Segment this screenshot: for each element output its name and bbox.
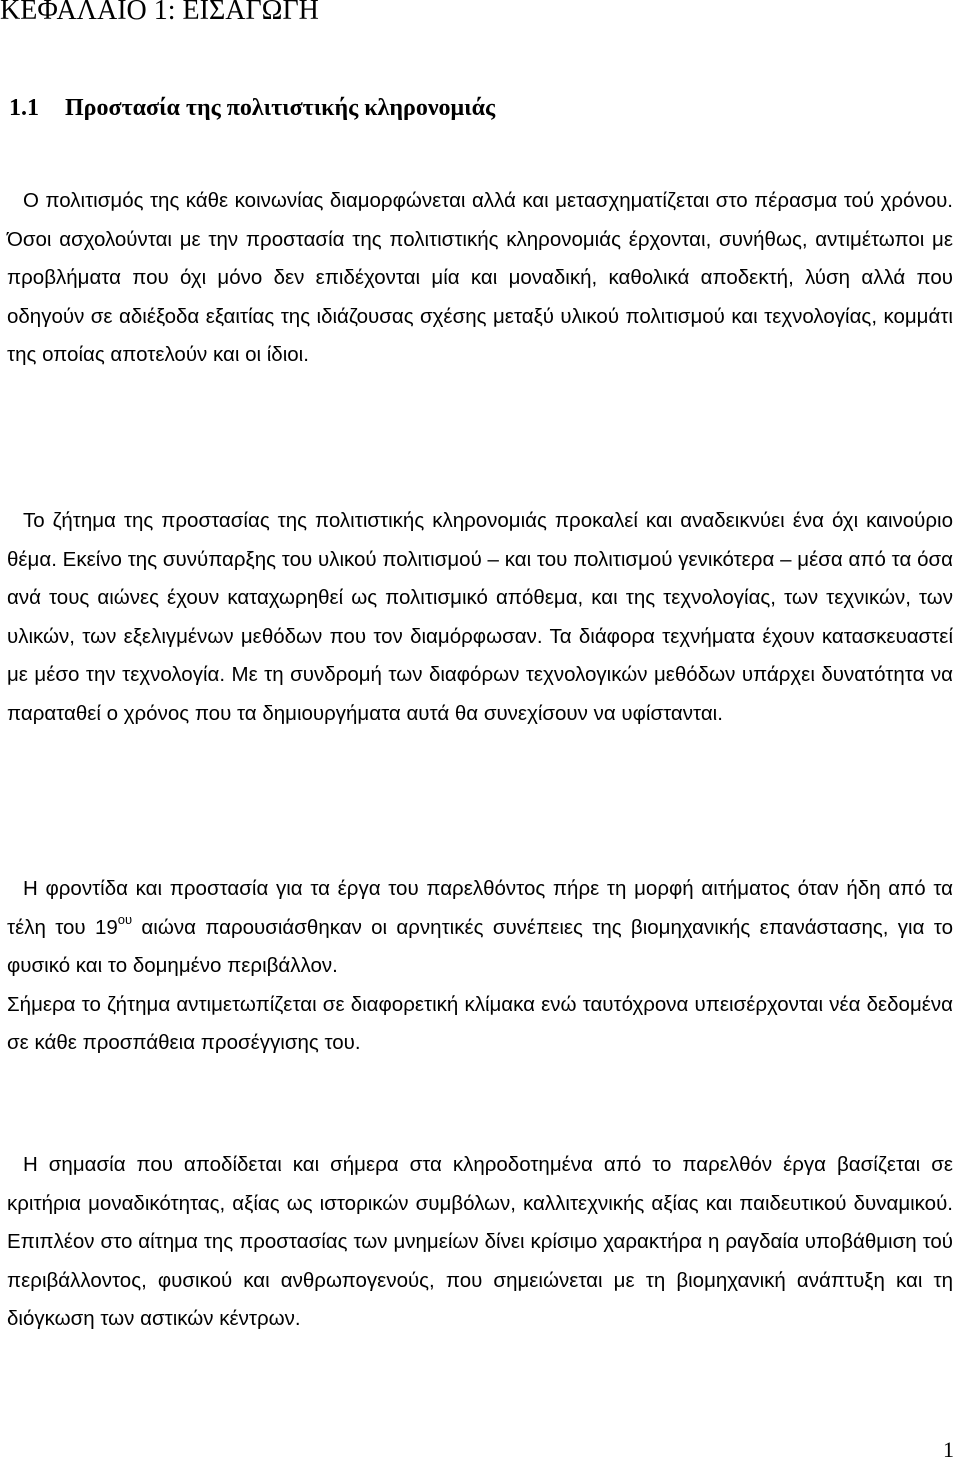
paragraph-3-text-after: αιώνα παρουσιάσθηκαν οι αρνητικές συνέπειες της βιομηχανικής επανάστασης, για το φυσικό και το δομημένο περιβάλλον. bbox=[7, 915, 953, 978]
section-number: 1.1 bbox=[9, 95, 39, 121]
paragraph-2 bbox=[7, 502, 953, 734]
paragraph-1-text: Ο πολιτισμός της κάθε κοινωνίας διαμορφώνεται αλλά και μετασχηματίζεται στο πέρασμα τού χρόνου. Όσοι ασχολούνται με την προστασία της πολιτιστικής κληρονομιάς έρχονται, συνήθως, αντιμέτωποι με προβλήματα που όχι μόνο δεν επιδέχονται μία και μοναδική, καθολικά αποδεκτή, λύση αλλά που οδηγούν σε αδιέξοδα εξαιτίας της ιδιάζουσας σχέσης μεταξύ υλικού πολιτισμού και τεχνολογίας, κομμάτι της οποίας αποτελούν και οι ίδιοι. bbox=[7, 189, 953, 367]
paragraph-2-text: Το ζήτημα της προστασίας της πολιτιστικής κληρονομιάς προκαλεί και αναδεικνύει ένα όχι καινούριο θέμα. Εκείνο της συνύπαρξης του υλικού πολιτισμού – και του πολιτισμού γενικότερα – μέσα από τα όσα ανά τους αιώνες έχουν καταχωρηθεί ως πολιτισμικό απόθεμα, και της τεχνολογίας, των τεχνικών, των υλικών, των εξελιγμένων μεθόδων που τον διαμόρφωσαν. Τα διάφορα τεχνήματα έχουν κατασκευαστεί με μέσο την τεχνολογία. Με τη συνδρομή των διαφόρων τεχνολογικών μεθόδων υπάρχει δυνατότητα να παραταθεί ο χρόνος που τα δημιουργήματα αυτά θα συνεχίσουν να υφίστανται. bbox=[7, 509, 953, 725]
section-heading bbox=[9, 92, 495, 124]
chapter-title: ΚΕΦΑΛΑΙΟ 1: ΕΙΣΑΓΩΓΗ bbox=[0, 0, 319, 26]
paragraph-1 bbox=[7, 182, 953, 375]
paragraph-4 bbox=[7, 1146, 953, 1339]
paragraph-3 bbox=[7, 870, 953, 1063]
paragraph-3-superscript: ου bbox=[117, 911, 133, 927]
page-number: 1 bbox=[943, 1437, 954, 1462]
paragraph-3-text-before: Η φροντίδα και προστασία για τα έργα του παρελθόντος πήρε τη μορφή αιτήματος όταν ήδη από τα τέλη του 19 bbox=[7, 877, 953, 939]
paragraph-3-text-continued: Σήμερα το ζήτημα αντιμετωπίζεται σε διαφορετική κλίμακα ενώ ταυτόχρονα υπεισέρχονται νέα δεδομένα σε κάθε προσπάθεια προσέγγισης του. bbox=[7, 992, 953, 1055]
section-title: Προστασία της πολιτιστικής κληρονομιάς bbox=[65, 95, 496, 121]
paragraph-4-text: Η σημασία που αποδίδεται και σήμερα στα κληροδοτημένα από το παρελθόν έργα βασίζεται σε κριτήρια μοναδικότητας, αξίας ως ιστορικών συμβόλων, καλλιτεχνικής αξίας και παιδευτικού δυναμικού. Επιπλέον στο αίτημα της προστασίας των μνημείων δίνει κρίσιμο χαρακτήρα η ραγδαία υποβάθμιση τού περιβάλλοντος, φυσικού και ανθρωπογενούς, που σημειώνεται με τη βιομηχανική ανάπτυξη και τη διόγκωση των αστικών κέντρων. bbox=[7, 1153, 953, 1331]
